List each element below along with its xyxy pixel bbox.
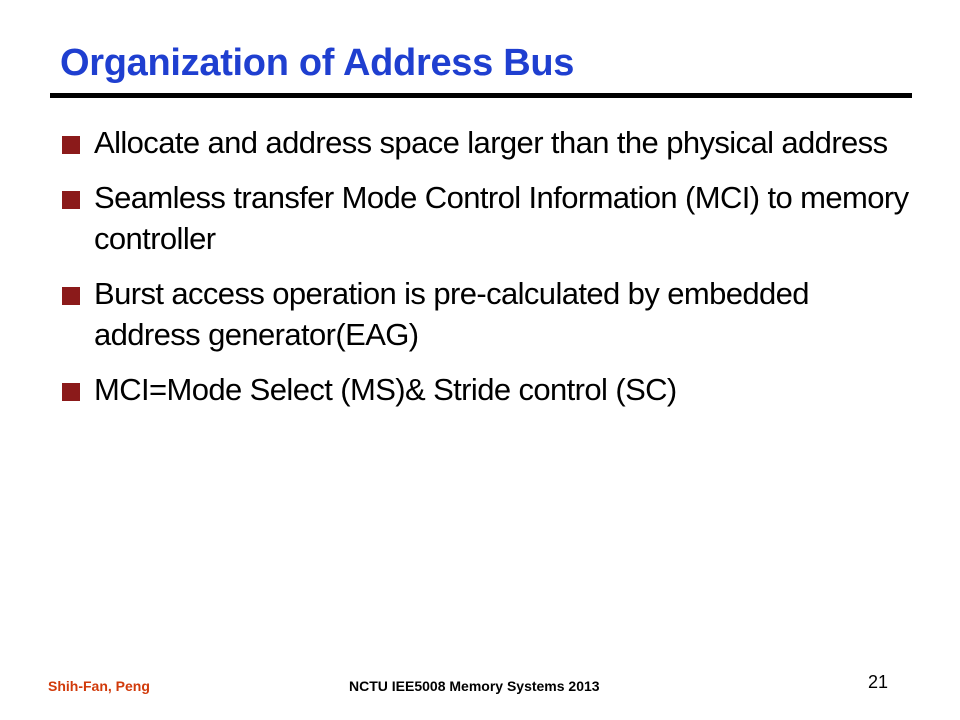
slide-title: Organization of Address Bus [60,42,575,84]
bullet-text: Seamless transfer Mode Control Information (MCI) to memory controller [94,180,909,256]
square-bullet-icon [62,136,80,154]
bullet-item [62,177,922,259]
bullet-item [62,122,922,163]
bullet-list [62,122,922,424]
bullet-item [62,369,922,410]
bullet-text: Burst access operation is pre-calculated by embedded address generator(EAG) [94,276,809,352]
square-bullet-icon [62,287,80,305]
title-underline [50,93,912,98]
square-bullet-icon [62,383,80,401]
footer-course: NCTU IEE5008 Memory Systems 2013 [349,678,600,694]
bullet-text: Allocate and address space larger than the physical address [94,125,888,160]
bullet-item [62,273,922,355]
page-number: 21 [868,672,889,692]
square-bullet-icon [62,191,80,209]
bullet-text: MCI=Mode Select (MS)& Stride control (SC) [94,372,677,407]
footer-author: Shih-Fan, Peng [48,678,150,694]
